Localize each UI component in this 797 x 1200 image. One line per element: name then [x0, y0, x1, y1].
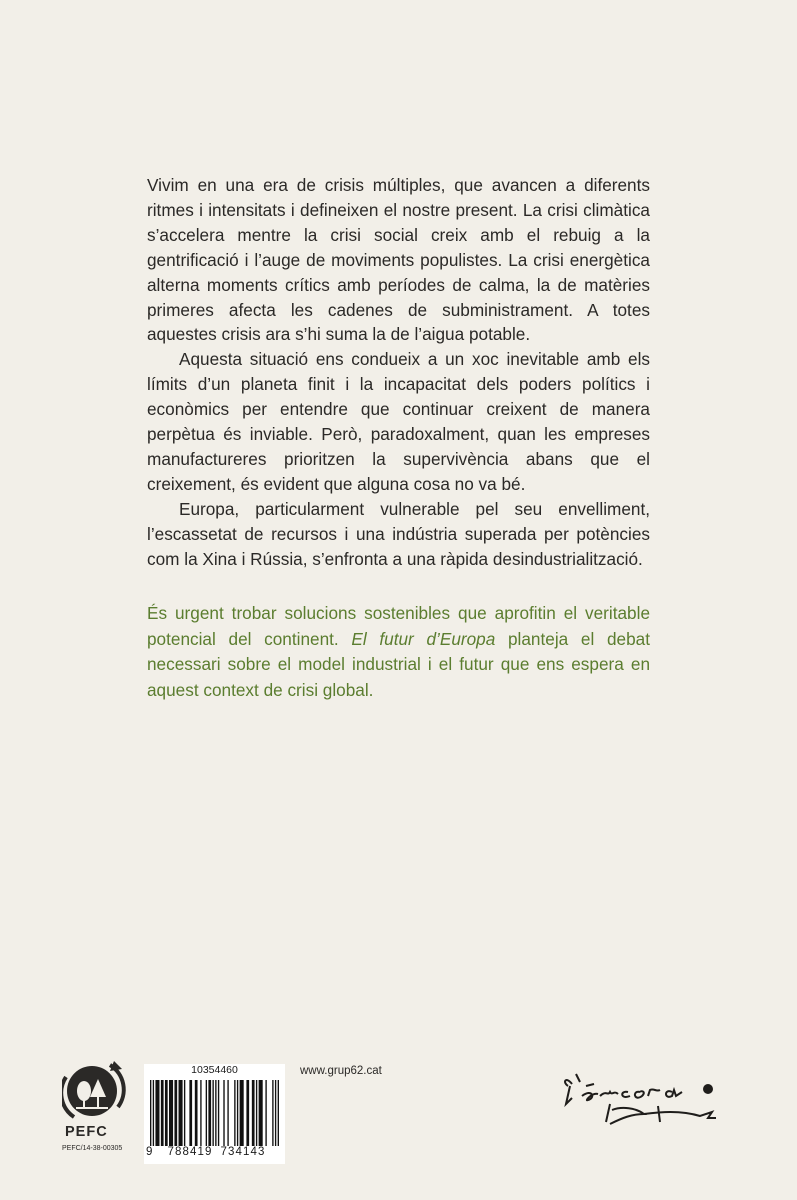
barcode-bar [259, 1080, 263, 1146]
barcode-bar [234, 1080, 235, 1146]
barcode-bar [237, 1080, 238, 1146]
barcode-bar [246, 1080, 249, 1146]
barcode-bar [208, 1080, 211, 1146]
barcode-bar [212, 1080, 213, 1146]
barcode-bar [184, 1080, 185, 1146]
pefc-certification [62, 1055, 134, 1155]
highlight-text [147, 601, 650, 703]
barcode-bars [148, 1080, 281, 1146]
book-title: El futur d’Europa [351, 628, 496, 649]
barcode-bar [272, 1080, 273, 1146]
barcode-group-2: 734143 [220, 1146, 266, 1158]
barcode-bar [256, 1080, 257, 1146]
barcode-bar [179, 1080, 183, 1146]
barcode-bar [155, 1080, 159, 1146]
barcode-bar [278, 1080, 279, 1146]
barcode-first-digit: 9 [146, 1146, 154, 1158]
lancora-logo-icon [540, 1052, 740, 1132]
barcode-bar [200, 1080, 201, 1146]
barcode-bar [252, 1080, 255, 1146]
barcode-bar [206, 1080, 207, 1146]
publisher-website: www.grup62.cat [300, 1065, 382, 1077]
barcode-bar [240, 1080, 244, 1146]
highlight-paragraph [147, 601, 650, 703]
highlight-tail: planteja el debat necessari sobre el model industrial i el futur que ens espera en aquest context de crisi global. [147, 628, 650, 700]
barcode-digits [146, 1145, 283, 1159]
barcode-bar [161, 1080, 164, 1146]
isbn-barcode [144, 1064, 285, 1164]
barcode-bar [165, 1080, 168, 1146]
barcode-bar [275, 1080, 276, 1146]
barcode-bar [218, 1080, 219, 1146]
pefc-wordmark: PEFC [65, 1124, 108, 1140]
barcode-bar [227, 1080, 228, 1146]
pefc-logo-icon [62, 1055, 128, 1123]
pefc-code: PEFC/14-38-00305 [62, 1145, 123, 1152]
barcode-reference-number: 10354460 [191, 1064, 238, 1076]
blurb-paragraph-2: Aquesta situació ens condueix a un xoc inevitable amb els límits d’un planeta finit i la incapacitat dels poders polítics i econòmics per entendre que continuar creixent de manera perpètua és inviable. Però, paradoxalment, quan les empreses manufactureres prioritzen la supervivència abans que el creixement, és evident que alguna cosa no va bé. [147, 349, 650, 494]
barcode-bar [153, 1080, 154, 1146]
blurb-paragraph-1: Vivim en una era de crisis múltiples, que avancen a diferents ritmes i intensitats i defineixen el nostre present. La crisi climàtica s’accelera mentre la crisi social creix amb el rebuig a la gentrificació i l’auge de moviments populistes. La crisi energètica alterna moments crítics amb períodes de calma, la de matèries primeres afecta les cadenes de subministrament. A totes aquestes crisis ara s’hi suma la de l’aigua potable. [147, 175, 650, 345]
barcode-bar [189, 1080, 192, 1146]
highlight-lead: És urgent trobar solucions sostenibles que aprofitin el veritable potencial del continent. [147, 603, 650, 649]
barcode-bar [195, 1080, 198, 1146]
barcode-bar [215, 1080, 216, 1146]
blurb-text [147, 173, 650, 572]
barcode-group-1: 788419 [167, 1146, 213, 1158]
barcode-bar [265, 1080, 266, 1146]
barcode-bar [150, 1080, 151, 1146]
blurb-paragraph-3: Europa, particularment vulnerable pel seu envelliment, l’escassetat de recursos i una indústria superada per potències com la Xina i Rússia, s’enfronta a una ràpida desindustrialització. [147, 498, 650, 569]
barcode-bar [223, 1080, 224, 1146]
barcode-bar [169, 1080, 173, 1146]
barcode-bar [174, 1080, 177, 1146]
